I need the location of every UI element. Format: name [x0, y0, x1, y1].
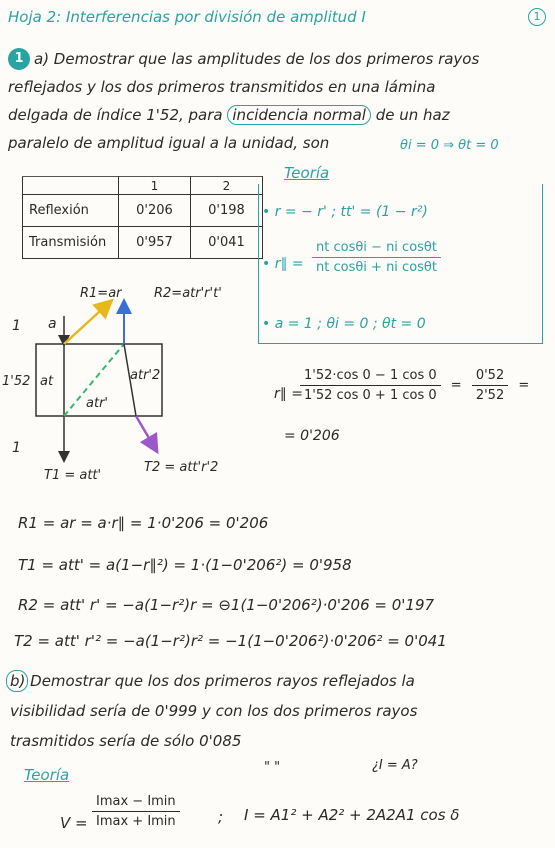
calc-r-den2: 2'52 — [475, 388, 505, 403]
table-cell: 0'206 — [119, 195, 191, 227]
calc-r-result: = 0'206 — [284, 428, 340, 444]
visibility-fraction-wrap — [92, 794, 180, 829]
label-t1: T1 = att' — [44, 468, 102, 483]
table-cell: 0'198 — [191, 195, 263, 227]
problem-b-line1: b) Demostrar que los dos primeros rayos reflejados la — [10, 672, 415, 690]
page-title: Hoja 2: Interferencias por división de amplitud I — [8, 8, 366, 26]
calc-r-num2: 0'52 — [472, 368, 508, 386]
visibility-lhs: V = — [60, 814, 88, 832]
calc-r-simplified-fraction — [472, 368, 508, 403]
problem-a-line3 — [8, 106, 450, 124]
theory-line1: • r = − r' ; tt' = (1 − r²) — [262, 204, 428, 220]
eq-r2: R2 = att' r' = −a(1−r²)r = ⊖1(1−0'206²)·0'206 = 0'197 — [18, 596, 435, 614]
table-header-cell: 2 — [191, 177, 263, 195]
reflected-ray-1 — [64, 302, 110, 344]
theory-line3: • a = 1 ; θi = 0 ; θt = 0 — [262, 316, 426, 332]
table-cell: Transmisión — [23, 227, 119, 259]
visibility-fraction — [92, 794, 180, 829]
results-table — [22, 176, 263, 259]
label-n-mid: 1'52 — [2, 374, 31, 389]
label-t2: T2 = att'r'2 — [144, 460, 219, 475]
table-header-row — [23, 177, 263, 195]
calc-r-main-fraction — [300, 368, 441, 403]
table-header-cell — [23, 177, 119, 195]
problem-a-line4: paralelo de amplitud igual a la unidad, son — [8, 134, 330, 152]
label-at: at — [40, 374, 54, 389]
label-n-bot: 1 — [12, 440, 21, 456]
problem-b-line3: trasmitidos sería de sólo 0'085 — [10, 732, 242, 750]
problem-a-line1: a) Demostrar que las amplitudes de los dos primeros rayos — [34, 50, 480, 68]
label-n-top: 1 — [12, 318, 21, 334]
calc-r-eq: = — [450, 378, 462, 393]
theory-rpar-label: • r∥ = — [262, 256, 304, 272]
calc-r-lhs: r∥ = — [274, 386, 303, 402]
problem-a-line2: reflejados y los dos primeros transmitidos en una lámina — [8, 78, 436, 96]
intensity-equation: I = A1² + A2² + 2A2A1 cos δ — [244, 806, 460, 824]
label-atr1: atr' — [86, 396, 108, 411]
table-cell: Reflexión — [23, 195, 119, 227]
table-cell: 0'041 — [191, 227, 263, 259]
label-atr2: atr'2 — [130, 368, 161, 383]
visibility-numerator: Imax − Imin — [92, 794, 180, 812]
problem-b-line2: visibilidad sería de 0'999 y con los dos primeros rayos — [10, 702, 418, 720]
problem-a-line3-post: de un haz — [375, 106, 450, 124]
page-number: 1 — [528, 8, 546, 26]
problem-number: 1 — [8, 48, 30, 70]
calc-r-eq2: = — [518, 378, 530, 393]
theory-rpar-fraction — [312, 240, 441, 275]
ray-diagram — [0, 280, 260, 500]
angles-note: θi = 0 ⇒ θt = 0 — [400, 138, 499, 153]
theory-b-title: Teoría — [24, 766, 70, 784]
normal-incidence-highlight: incidencia normal — [227, 105, 371, 125]
table-cell: 0'957 — [119, 227, 191, 259]
theory-b-separator: ; — [218, 808, 224, 826]
rpar-denominator: nt cosθi + ni cosθt — [316, 260, 437, 275]
transmitted-ray-2 — [136, 416, 156, 450]
eq-r1: R1 = ar = a·r∥ = 1·0'206 = 0'206 — [18, 514, 269, 532]
eq-t2: T2 = att' r'² = −a(1−r²)r² = −1(1−0'206²)·0'206² = 0'041 — [14, 632, 447, 650]
calc-r-numerator: 1'52·cos 0 − 1 cos 0 — [300, 368, 441, 386]
calc-r-fraction — [300, 368, 535, 403]
problem-a-line3-pre: delgada de índice 1'52, para — [8, 106, 223, 124]
rpar-fraction — [312, 240, 441, 275]
label-r1: R1=ar — [80, 286, 122, 301]
theory-title: Teoría — [284, 164, 330, 182]
label-a: a — [48, 316, 57, 332]
label-r2: R2=atr'r't' — [154, 286, 222, 301]
ditto-marks: " " — [264, 760, 281, 775]
calc-r-denominator: 1'52 cos 0 + 1 cos 0 — [304, 388, 437, 403]
eq-t1: T1 = att' = a(1−r∥²) = 1·(1−0'206²) = 0'958 — [18, 556, 352, 574]
table-row — [23, 195, 263, 227]
rpar-numerator: nt cosθi − ni cosθt — [312, 240, 441, 258]
table-row — [23, 227, 263, 259]
table-header-cell: 1 — [119, 177, 191, 195]
intensity-question: ¿I = A? — [372, 758, 418, 773]
visibility-denominator: Imax + Imin — [96, 814, 176, 829]
